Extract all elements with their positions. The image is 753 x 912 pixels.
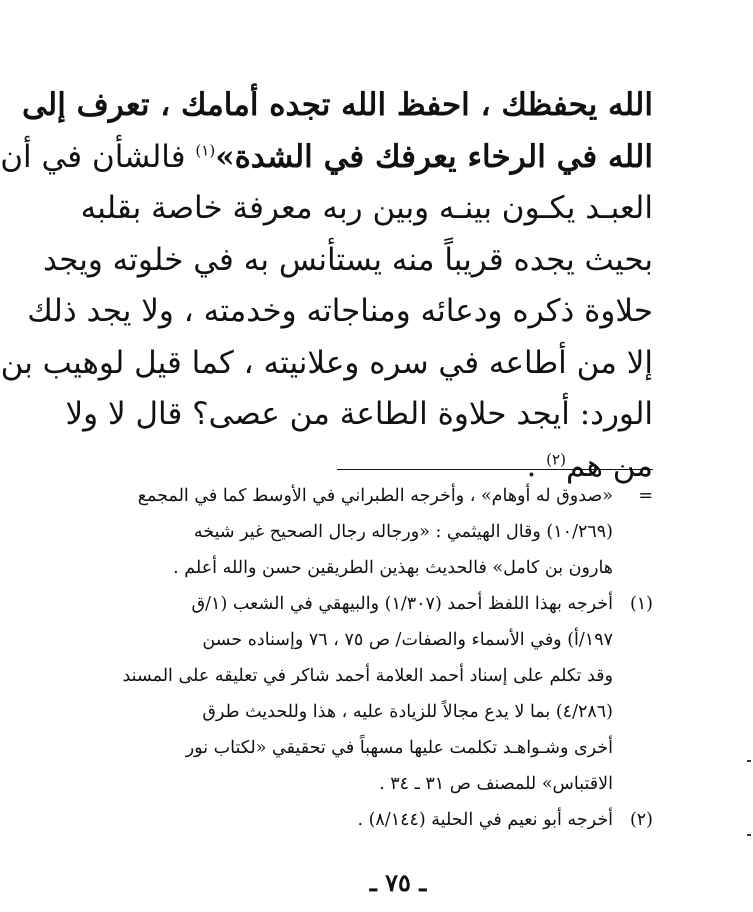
main-text: [0, 80, 653, 492]
footnote-separator: [337, 469, 653, 470]
scan-edge-mark: [747, 760, 751, 762]
footnote-line: ١٩٧/أ) وفي الأسماء والصفات/ ص ٧٥ ، ٧٦ وإسناده حسن: [202, 630, 613, 650]
main-line-2: [0, 132, 653, 184]
footnote-line: الاقتباس» للمصنف ص ٣١ ـ ٣٤ .: [379, 774, 613, 794]
footnote-line: أخرى وشـواهـد تكلمت عليها مسهباً في تحقيقي «لكتاب نور: [185, 738, 613, 758]
footnote-2: [191, 802, 653, 838]
main-line-6: إلا من أطاعه في سره وعلانيته ، كما قيل لوهيب بن: [0, 344, 653, 381]
footnote-1: [122, 586, 653, 802]
main-line-4: بحيث يجده قريباً منه يستأنس به في خلوته ويجد: [42, 241, 653, 278]
main-line-8-text: من هم: [565, 447, 653, 484]
footnote-marker: (١): [629, 594, 653, 614]
page-number: ـ ٧٥ ـ: [369, 868, 427, 897]
footnote-line: وقد تكلم على إسناد أحمد العلامة أحمد شاكر في تعليقه على المسند: [122, 666, 613, 686]
footnote-ref-1: (١): [195, 141, 216, 160]
footnotes: [122, 478, 653, 838]
footnote-line: (٤/٢٨٦) بما لا يدع مجالاً للزيادة عليه ، هذا وللحديث طرق: [202, 702, 613, 722]
scan-edge-mark: [747, 834, 751, 836]
main-line-7: الورد: أيجد حلاوة الطاعة من عصى؟ قال لا ولا: [65, 396, 653, 432]
footnote-line: أخرجه أبو نعيم في الحلية (٨/١٤٤) .: [357, 810, 613, 830]
footnote-line: (١٠/٢٦٩) وقال الهيثمي : «ورجاله رجال الصحيح غير شيخه: [193, 522, 613, 542]
main-line-8-tail: .: [526, 447, 547, 484]
main-line-3: العبـد يكـون بينـه وبين ربه معرفة خاصة بقلبه: [80, 190, 653, 226]
footnote-marker: =: [638, 486, 653, 506]
main-line-2-tail: فالشأن في أن: [0, 138, 196, 175]
footnote-continued: [137, 478, 653, 586]
main-line-1: الله يحفظك ، احفظ الله تجده أمامك ، تعرف إلى: [21, 87, 653, 123]
footnote-line: «صدوق له أوهام» ، وأخرجه الطبراني في الأوسط كما في المجمع: [137, 486, 613, 506]
main-line-5: حلاوة ذكره ودعائه ومناجاته وخدمته ، ولا يجد ذلك: [27, 293, 653, 329]
footnote-line: هارون بن كامل» فالحديث بهذين الطريقين حسن والله أعلم .: [173, 558, 613, 578]
footnote-line: أخرجه بهذا اللفظ أحمد (١/٣٠٧) والبيهقي في الشعب (١/ق: [191, 594, 613, 614]
footnote-marker: (٢): [629, 810, 653, 830]
main-line-2-quote: الله في الرخاء يعرفك في الشدة»: [215, 138, 653, 175]
footnote-ref-2: (٢): [546, 450, 566, 469]
